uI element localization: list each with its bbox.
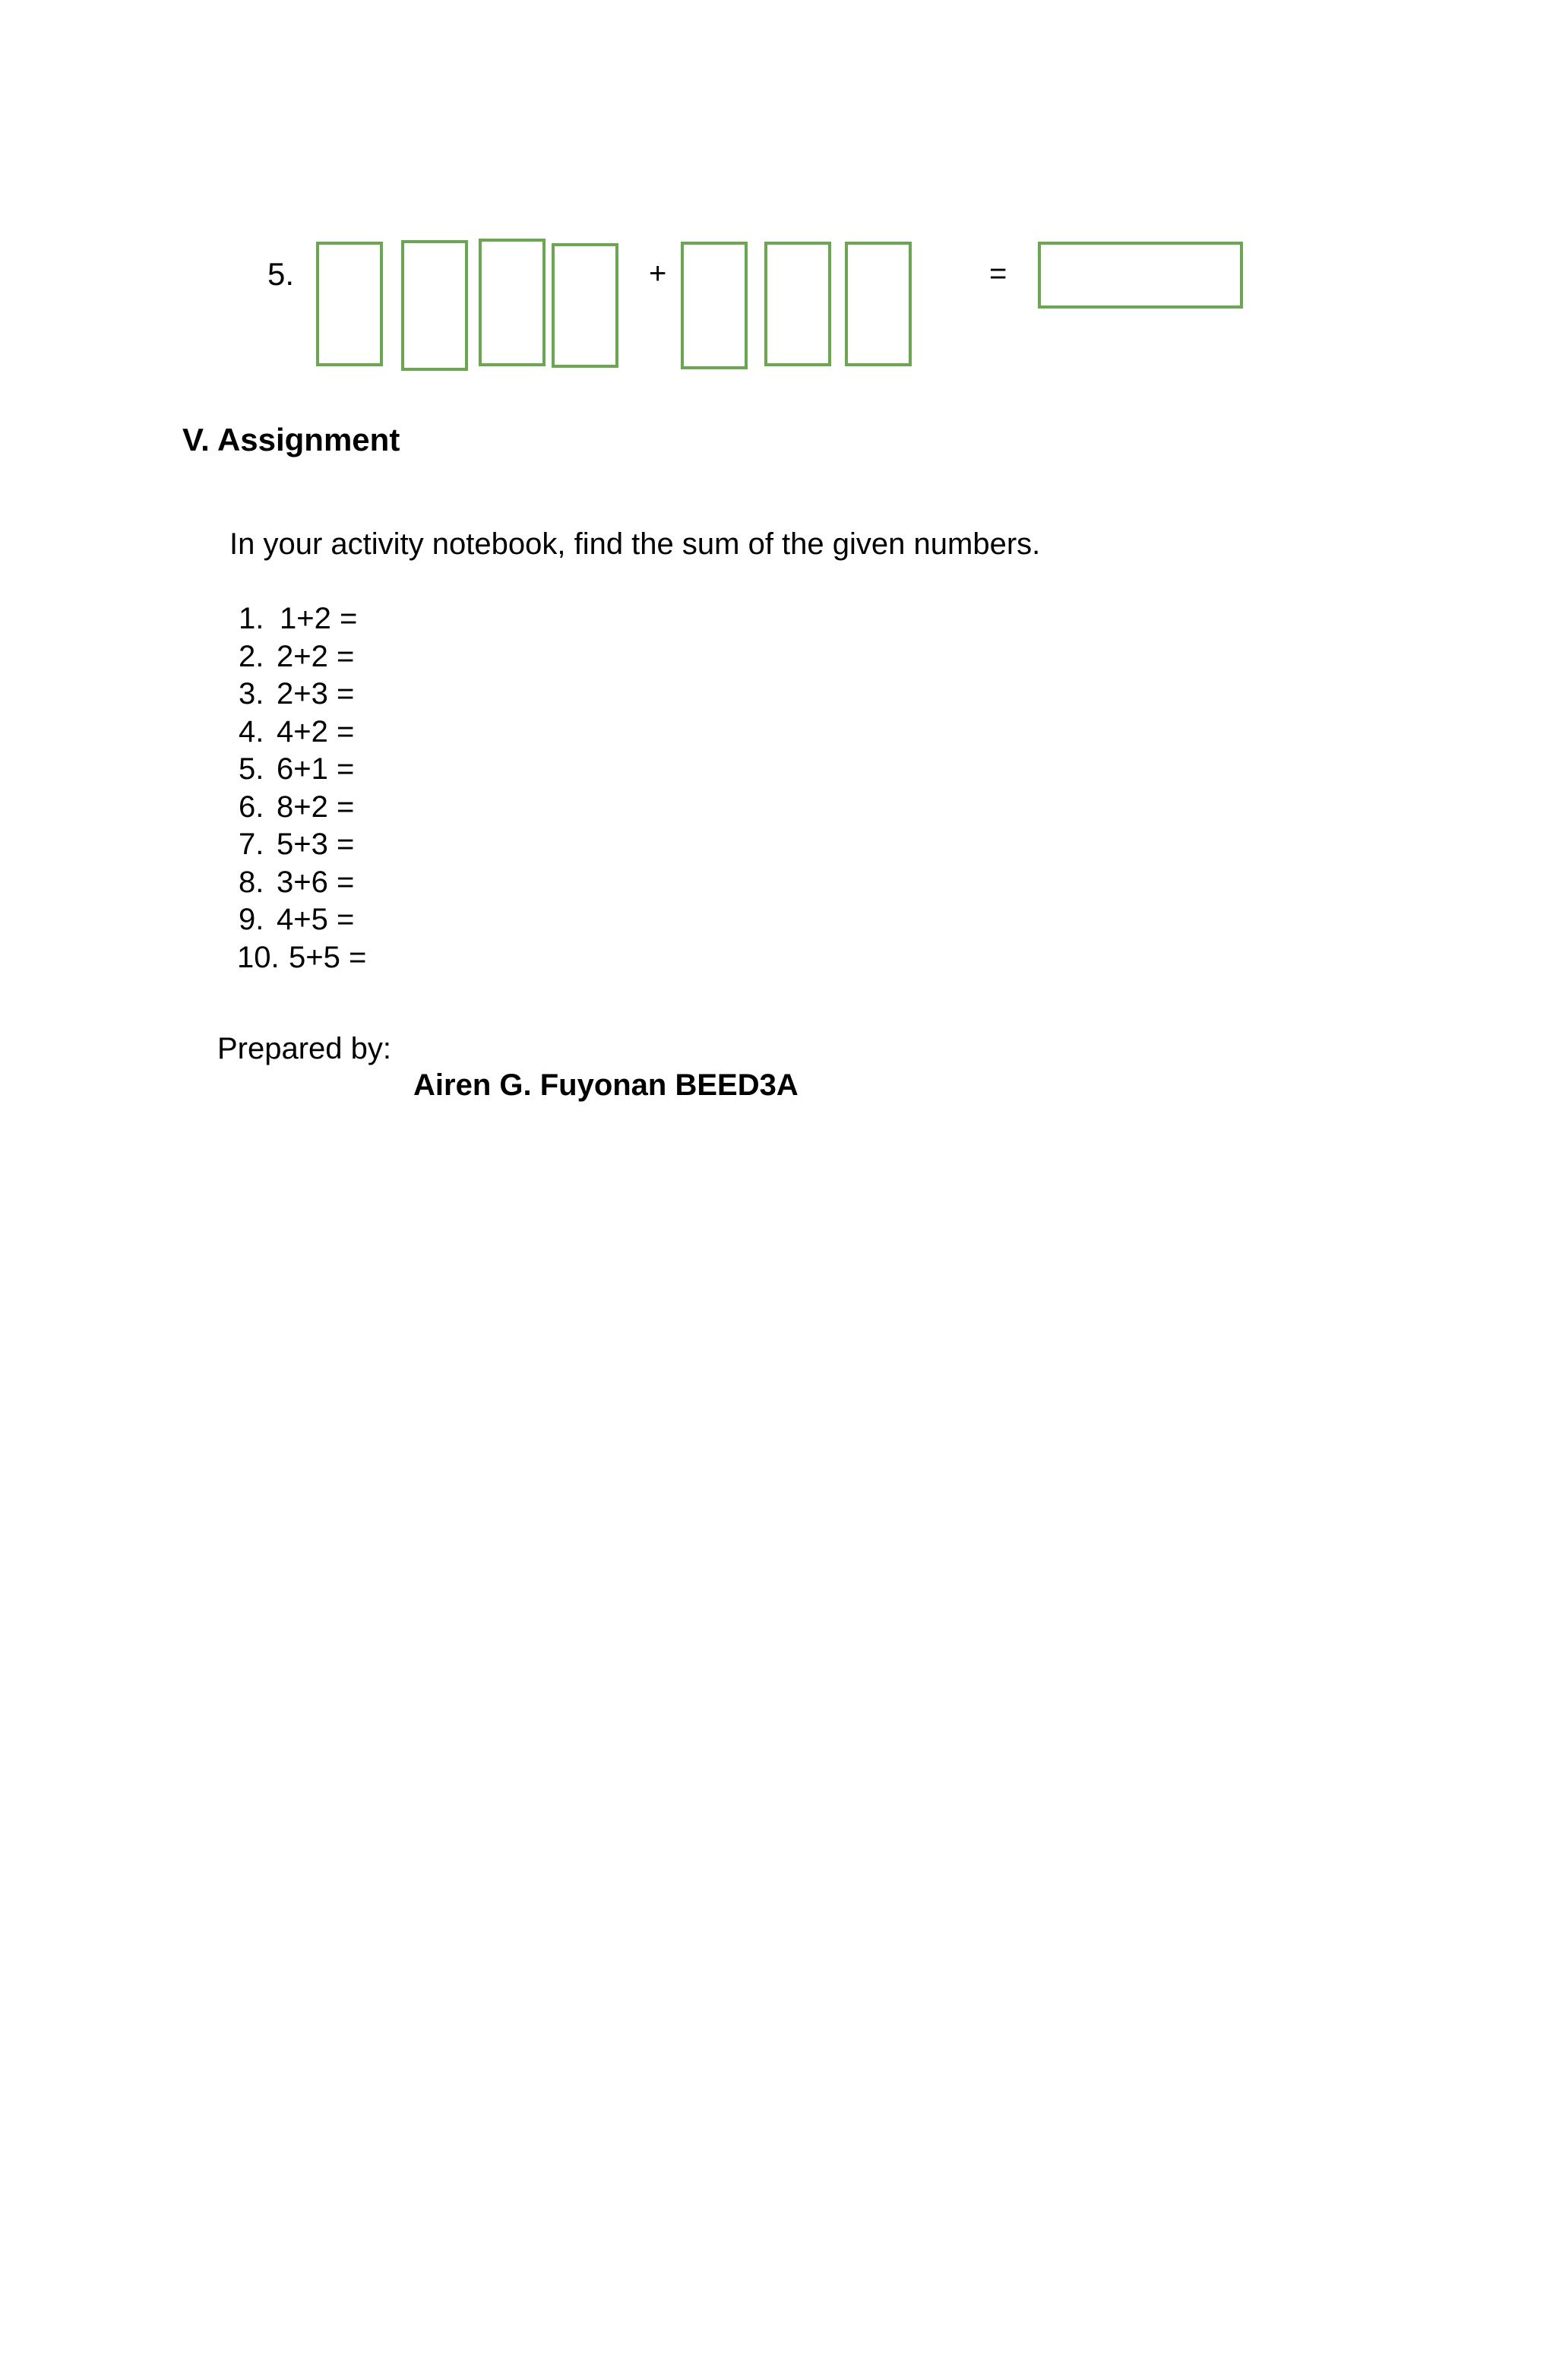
item-number: 4.	[239, 714, 264, 748]
list-item	[225, 939, 366, 977]
assignment-instruction: In your activity notebook, find the sum of the given numbers.	[229, 527, 1041, 561]
item-expression: 5+5 =	[289, 940, 367, 974]
answer-box-6	[764, 242, 831, 366]
list-item	[225, 714, 366, 752]
list-item	[225, 751, 366, 789]
item-number: 9.	[239, 903, 264, 936]
list-item	[225, 638, 366, 676]
item-number: 3.	[239, 677, 264, 711]
list-item	[225, 600, 366, 638]
item-expression: 4+5 =	[277, 903, 355, 936]
author-name: Airen G. Fuyonan BEED3A	[413, 1068, 799, 1102]
equals-sign: =	[989, 257, 1007, 290]
item-expression: 6+1 =	[277, 752, 355, 786]
answer-box-4	[552, 243, 618, 368]
item-number: 1.	[239, 602, 264, 635]
answer-box-3	[479, 239, 546, 366]
item-number: 2.	[239, 639, 264, 673]
item-expression: 2+3 =	[277, 677, 355, 711]
item-expression: 5+3 =	[277, 828, 355, 861]
item-number: 8.	[239, 865, 264, 899]
item-number: 7.	[239, 828, 264, 861]
item-number: 5.	[239, 752, 264, 786]
answer-box-7	[845, 242, 912, 366]
sum-box	[1038, 242, 1243, 309]
item-expression: 2+2 =	[277, 639, 355, 673]
item-expression: 8+2 =	[277, 790, 355, 824]
list-item	[225, 676, 366, 714]
item-expression: 3+6 =	[277, 865, 355, 899]
prepared-by-label: Prepared by:	[217, 1032, 392, 1065]
list-item	[225, 826, 366, 864]
answer-box-1	[316, 242, 383, 366]
answer-box-2	[401, 240, 468, 371]
answer-box-5	[681, 242, 748, 369]
item-expression: 1+2 =	[280, 602, 358, 635]
list-item	[225, 901, 366, 939]
item-number: 10.	[237, 940, 280, 974]
list-item	[225, 789, 366, 827]
plus-sign: +	[649, 257, 667, 290]
item-number: 6.	[239, 790, 264, 824]
item-expression: 4+2 =	[277, 714, 355, 748]
section-heading: V. Assignment	[182, 422, 400, 457]
exercise-number: 5.	[267, 256, 295, 292]
list-item	[225, 864, 366, 902]
problem-list	[225, 600, 366, 976]
